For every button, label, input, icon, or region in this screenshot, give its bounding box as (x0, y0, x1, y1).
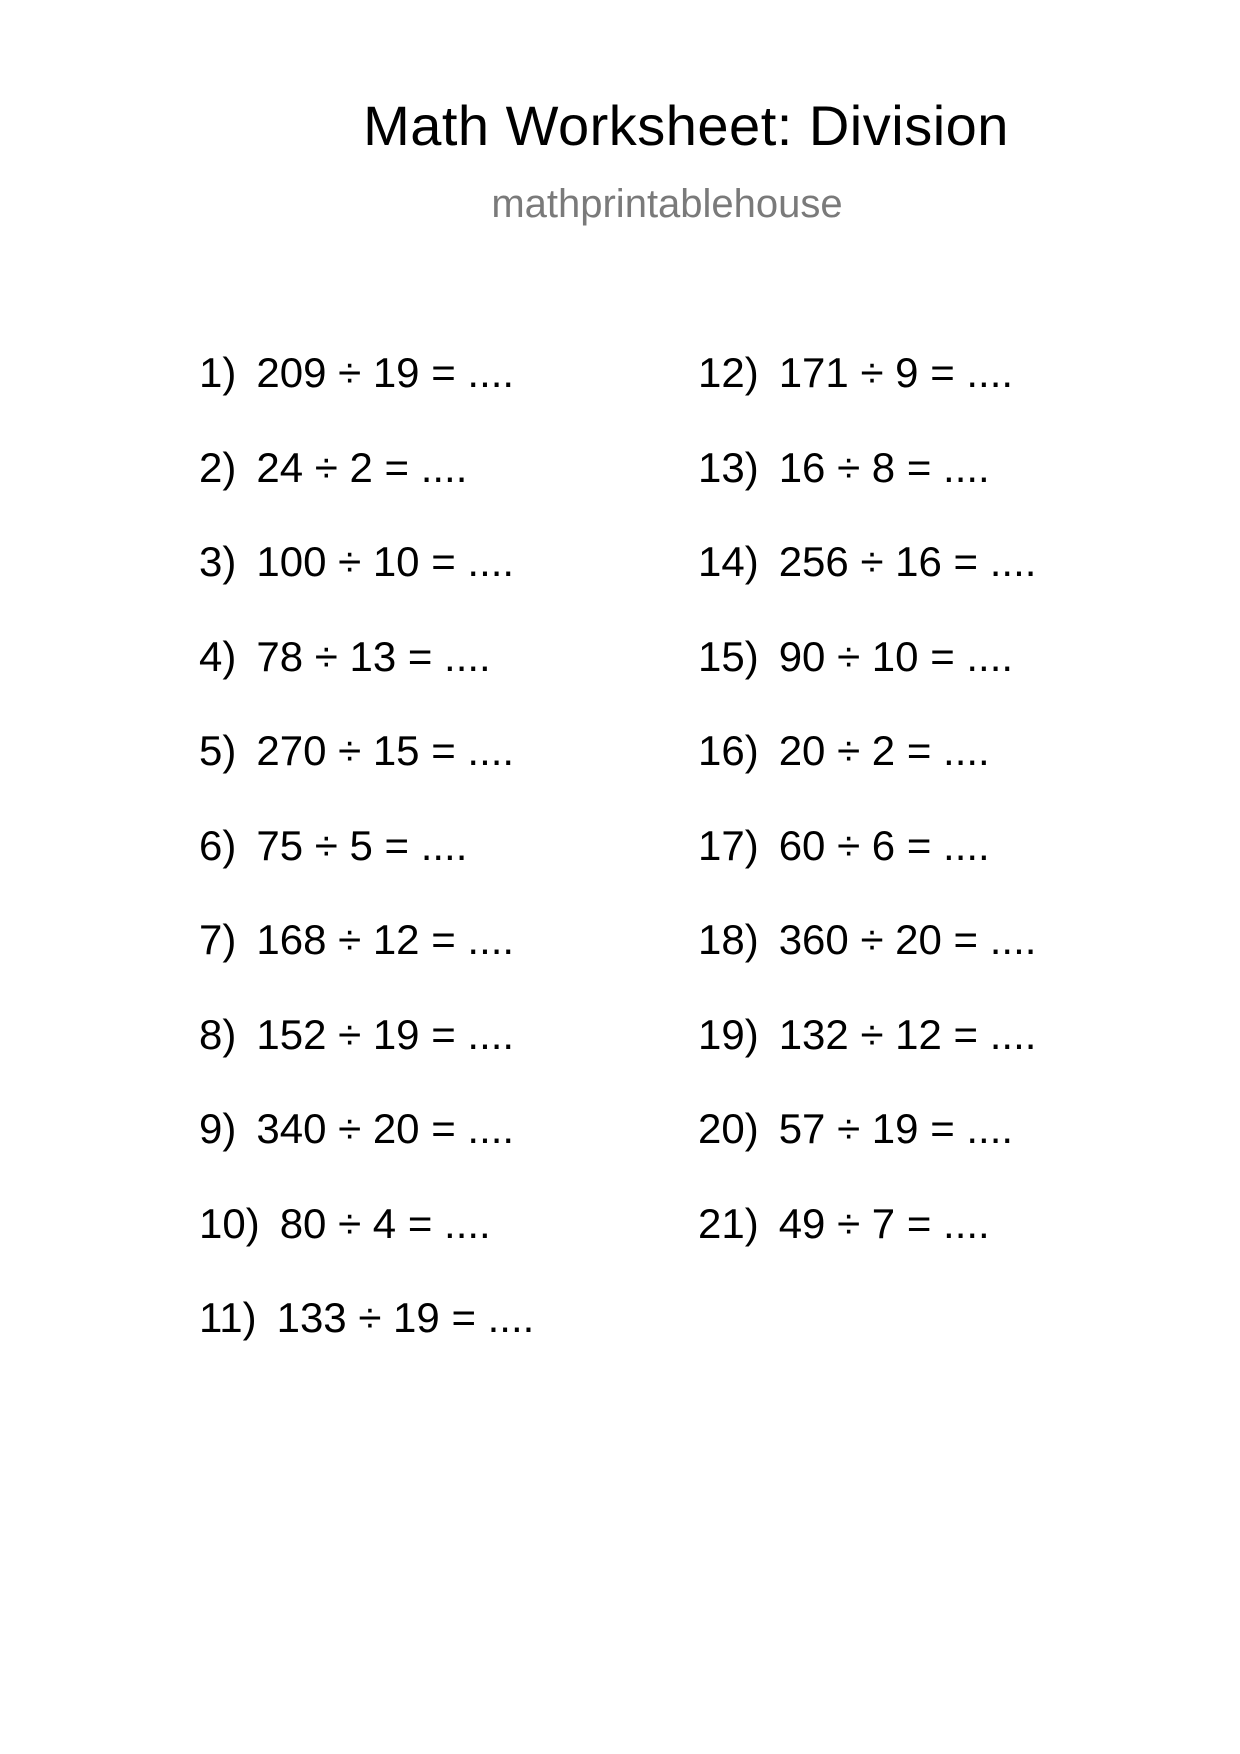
problem-expression: 16 ÷ 8 = .... (778, 443, 990, 491)
problem-expression: 90 ÷ 10 = .... (778, 632, 1014, 680)
problem-column-right (698, 348, 1036, 1293)
problem-number: 20) (698, 1105, 759, 1152)
problem-number: 19) (698, 1010, 759, 1058)
problem-item (698, 537, 1036, 632)
problem-item (199, 1104, 534, 1199)
problem-expression: 80 ÷ 4 = .... (279, 1199, 491, 1247)
problem-number: 16) (698, 727, 759, 774)
problem-expression: 49 ÷ 7 = .... (778, 1199, 990, 1247)
problem-item (698, 726, 1036, 821)
problem-item (199, 348, 534, 443)
problem-expression: 20 ÷ 2 = .... (778, 727, 990, 774)
problem-item (698, 1199, 1036, 1294)
problem-item (698, 821, 1036, 916)
problem-number: 6) (199, 821, 237, 869)
worksheet-subtitle: mathprintablehouse (491, 182, 843, 226)
problem-expression: 168 ÷ 12 = .... (256, 916, 515, 963)
problem-number: 3) (199, 538, 237, 585)
problem-item (199, 443, 534, 538)
problem-expression: 360 ÷ 20 = .... (778, 916, 1037, 963)
problem-number: 1) (199, 349, 237, 396)
problem-number: 21) (698, 1199, 759, 1247)
problem-number: 11) (199, 1294, 257, 1341)
problem-expression: 75 ÷ 5 = .... (256, 821, 468, 869)
problem-number: 2) (199, 443, 237, 491)
problem-number: 9) (199, 1105, 237, 1152)
problem-item (199, 1010, 534, 1105)
problem-expression: 209 ÷ 19 = .... (256, 349, 515, 396)
problem-number: 7) (199, 916, 237, 963)
problem-number: 8) (199, 1010, 237, 1058)
problem-expression: 100 ÷ 10 = .... (256, 538, 515, 585)
problem-item (698, 1104, 1036, 1199)
problem-expression: 133 ÷ 19 = .... (276, 1294, 535, 1341)
problem-number: 13) (698, 443, 759, 491)
problem-expression: 57 ÷ 19 = .... (778, 1105, 1014, 1152)
problem-column-left (199, 348, 534, 1388)
problem-item (698, 632, 1036, 727)
problem-item (698, 915, 1036, 1010)
problem-expression: 340 ÷ 20 = .... (256, 1105, 515, 1152)
problem-number: 17) (698, 821, 759, 869)
worksheet-title: Math Worksheet: Division (363, 94, 1009, 157)
problem-number: 10) (199, 1199, 260, 1247)
problem-number: 15) (698, 632, 759, 680)
problem-expression: 132 ÷ 12 = .... (778, 1010, 1037, 1058)
problem-number: 18) (698, 916, 759, 963)
problem-item (698, 1010, 1036, 1105)
problem-expression: 152 ÷ 19 = .... (256, 1010, 515, 1058)
problem-number: 14) (698, 538, 759, 585)
problem-item (199, 632, 534, 727)
problem-item (199, 537, 534, 632)
problem-expression: 270 ÷ 15 = .... (256, 727, 515, 774)
problem-expression: 256 ÷ 16 = .... (778, 538, 1037, 585)
problem-expression: 78 ÷ 13 = .... (256, 632, 491, 680)
problem-expression: 171 ÷ 9 = .... (778, 349, 1014, 396)
problem-item (199, 915, 534, 1010)
problem-item (698, 443, 1036, 538)
problem-item (199, 1199, 534, 1294)
problem-number: 5) (199, 727, 237, 774)
problem-number: 12) (698, 349, 759, 396)
problem-item (199, 726, 534, 821)
problem-item (199, 1293, 534, 1388)
problem-item (698, 348, 1036, 443)
problem-number: 4) (199, 632, 237, 680)
problem-item (199, 821, 534, 916)
problem-expression: 60 ÷ 6 = .... (778, 821, 990, 869)
problem-expression: 24 ÷ 2 = .... (256, 443, 468, 491)
